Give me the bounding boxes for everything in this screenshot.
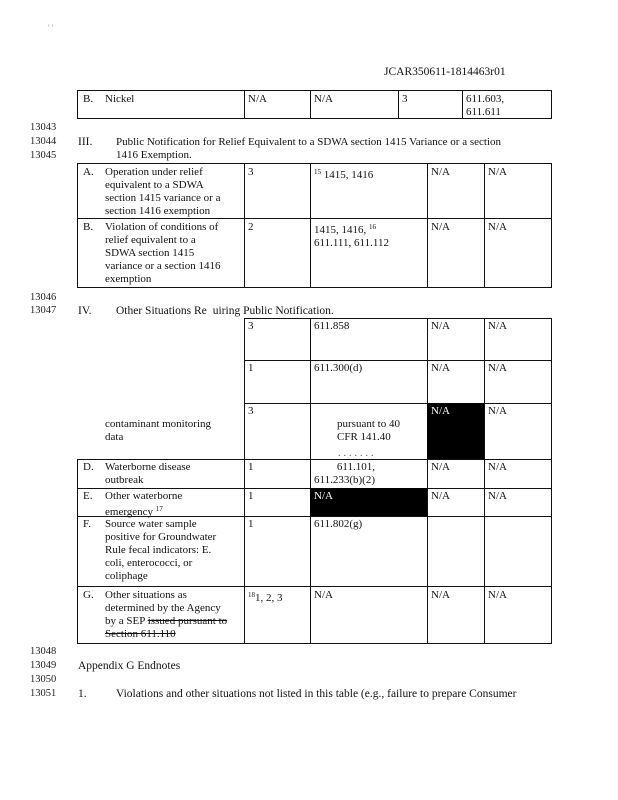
row-description: Violation of conditions of relief equivalent to a SDWA section 1415 variance or a section 1416 exemption — [105, 221, 221, 285]
cell-na: N/A — [431, 589, 450, 601]
row-description: Waterborne disease outbreak — [105, 461, 191, 486]
cell-na: N/A — [488, 490, 507, 502]
line-number: 13045 — [30, 150, 57, 161]
cell-na: N/A — [431, 320, 450, 332]
struck-text: Section 611.110 — [105, 628, 176, 640]
cell-na: N/A — [488, 166, 507, 178]
citation-text-2: 611.111, 611.112 — [314, 237, 389, 249]
redaction-block — [450, 403, 484, 415]
cell-tier: 1 — [248, 362, 254, 374]
cell-na: N/A — [431, 461, 450, 473]
cell-citation: pursuant to 40 CFR 141.40 — [337, 418, 400, 443]
section-title: Public Notification for Relief Equivalent to a SDWA section 1415 Variance or a section 1416 Exemption. — [116, 136, 502, 161]
endnote-ref: 17 — [155, 505, 163, 513]
section-title — [116, 305, 334, 318]
title-part: uiring Public Notification. — [212, 305, 334, 317]
citation-text: 1415, 1416 — [321, 169, 374, 181]
cell-na: N/A — [431, 362, 450, 374]
endnote-ref: 15 — [314, 168, 321, 176]
cell-citation: 611.101, 611.233(b)(2) — [314, 461, 375, 486]
line-number: 13049 — [30, 660, 57, 671]
scan-dots: ....... — [338, 448, 377, 459]
row-letter: B. — [83, 221, 94, 233]
appendix-title: Appendix G Endnotes — [78, 660, 181, 672]
endnote-number: 1. — [78, 688, 87, 700]
cell-citation: 611.300(d) — [314, 362, 363, 374]
cell-na: N/A — [431, 490, 450, 502]
cell-tier: 3 — [248, 166, 254, 178]
row-letter: A. — [83, 166, 94, 178]
endnote-ref: 18 — [248, 591, 255, 599]
line-number: 13048 — [30, 646, 57, 657]
cell-tier — [248, 589, 283, 605]
row-letter: G. — [83, 589, 94, 601]
row-description: Source water sample positive for Groundwater Rule fecal indicators: E. coli, enterococci, or coliphage — [105, 518, 217, 582]
section-number: IV. — [78, 305, 92, 317]
line-number: 13047 — [30, 305, 57, 316]
cell-tier: 1 — [248, 518, 254, 530]
line-number: 13051 — [30, 688, 57, 699]
row-letter: B. — [83, 93, 94, 105]
cell-tier: 1 — [248, 461, 254, 473]
row-description: Nickel — [105, 93, 135, 105]
row-description — [105, 490, 182, 519]
tier-text: 1, 2, 3 — [255, 592, 283, 604]
scan-specks: ' ' — [48, 23, 54, 33]
cell-citation-2: 611.603, 611.611 — [466, 93, 505, 118]
description-text: Other waterborne emergency — [105, 490, 183, 518]
row-letter: D. — [83, 461, 94, 473]
cell-tier: N/A — [248, 93, 267, 105]
cell-na: N/A — [488, 405, 507, 417]
cell-na: N/A — [431, 405, 450, 417]
row-description: contaminant monitoring data — [105, 418, 212, 443]
cell-na: N/A — [314, 589, 333, 601]
cell-tier-2: 3 — [402, 93, 408, 105]
cell-na: N/A — [431, 221, 450, 233]
endnote-text: Violations and other situations not listed in this table (e.g., failure to prepare Consumer — [116, 688, 517, 700]
line-number: 13044 — [30, 136, 57, 147]
cell-citation — [314, 221, 424, 250]
row-description — [105, 589, 227, 641]
cell-na: N/A — [488, 461, 507, 473]
cell-na: N/A — [314, 490, 333, 502]
title-part: Other Situations Re — [116, 305, 207, 317]
cell-tier: 2 — [248, 221, 254, 233]
cell-tier: 3 — [248, 320, 254, 332]
cell-tier: 3 — [248, 405, 254, 417]
citation-text: 1415, 1416, — [314, 224, 369, 236]
cell-citation: 611.802(g) — [314, 518, 363, 530]
document-id: JCAR350611-1814463r01 — [384, 66, 506, 78]
cell-na: N/A — [488, 221, 507, 233]
cell-tier: 1 — [248, 490, 254, 502]
cell-citation: 611.858 — [314, 320, 350, 332]
cell-na: N/A — [431, 166, 450, 178]
struck-text: issued pursuant to — [147, 615, 228, 627]
cell-na: N/A — [488, 320, 507, 332]
line-number: 13046 — [30, 292, 57, 303]
cell-na: N/A — [488, 362, 507, 374]
description-text: Other situations as determined by the Agency by a SEP — [105, 589, 221, 627]
line-number: 13043 — [30, 122, 57, 133]
section-number: III. — [78, 136, 93, 148]
line-number: 13050 — [30, 674, 57, 685]
row-letter: E. — [83, 490, 93, 502]
row-description: Operation under relief equivalent to a SDWA section 1415 variance or a section 1416 exemption — [105, 166, 221, 217]
cell-citation — [314, 166, 373, 182]
endnote-ref: 16 — [369, 223, 376, 231]
cell-citation: N/A — [314, 93, 333, 105]
row-letter: F. — [83, 518, 91, 530]
cell-na: N/A — [488, 589, 507, 601]
